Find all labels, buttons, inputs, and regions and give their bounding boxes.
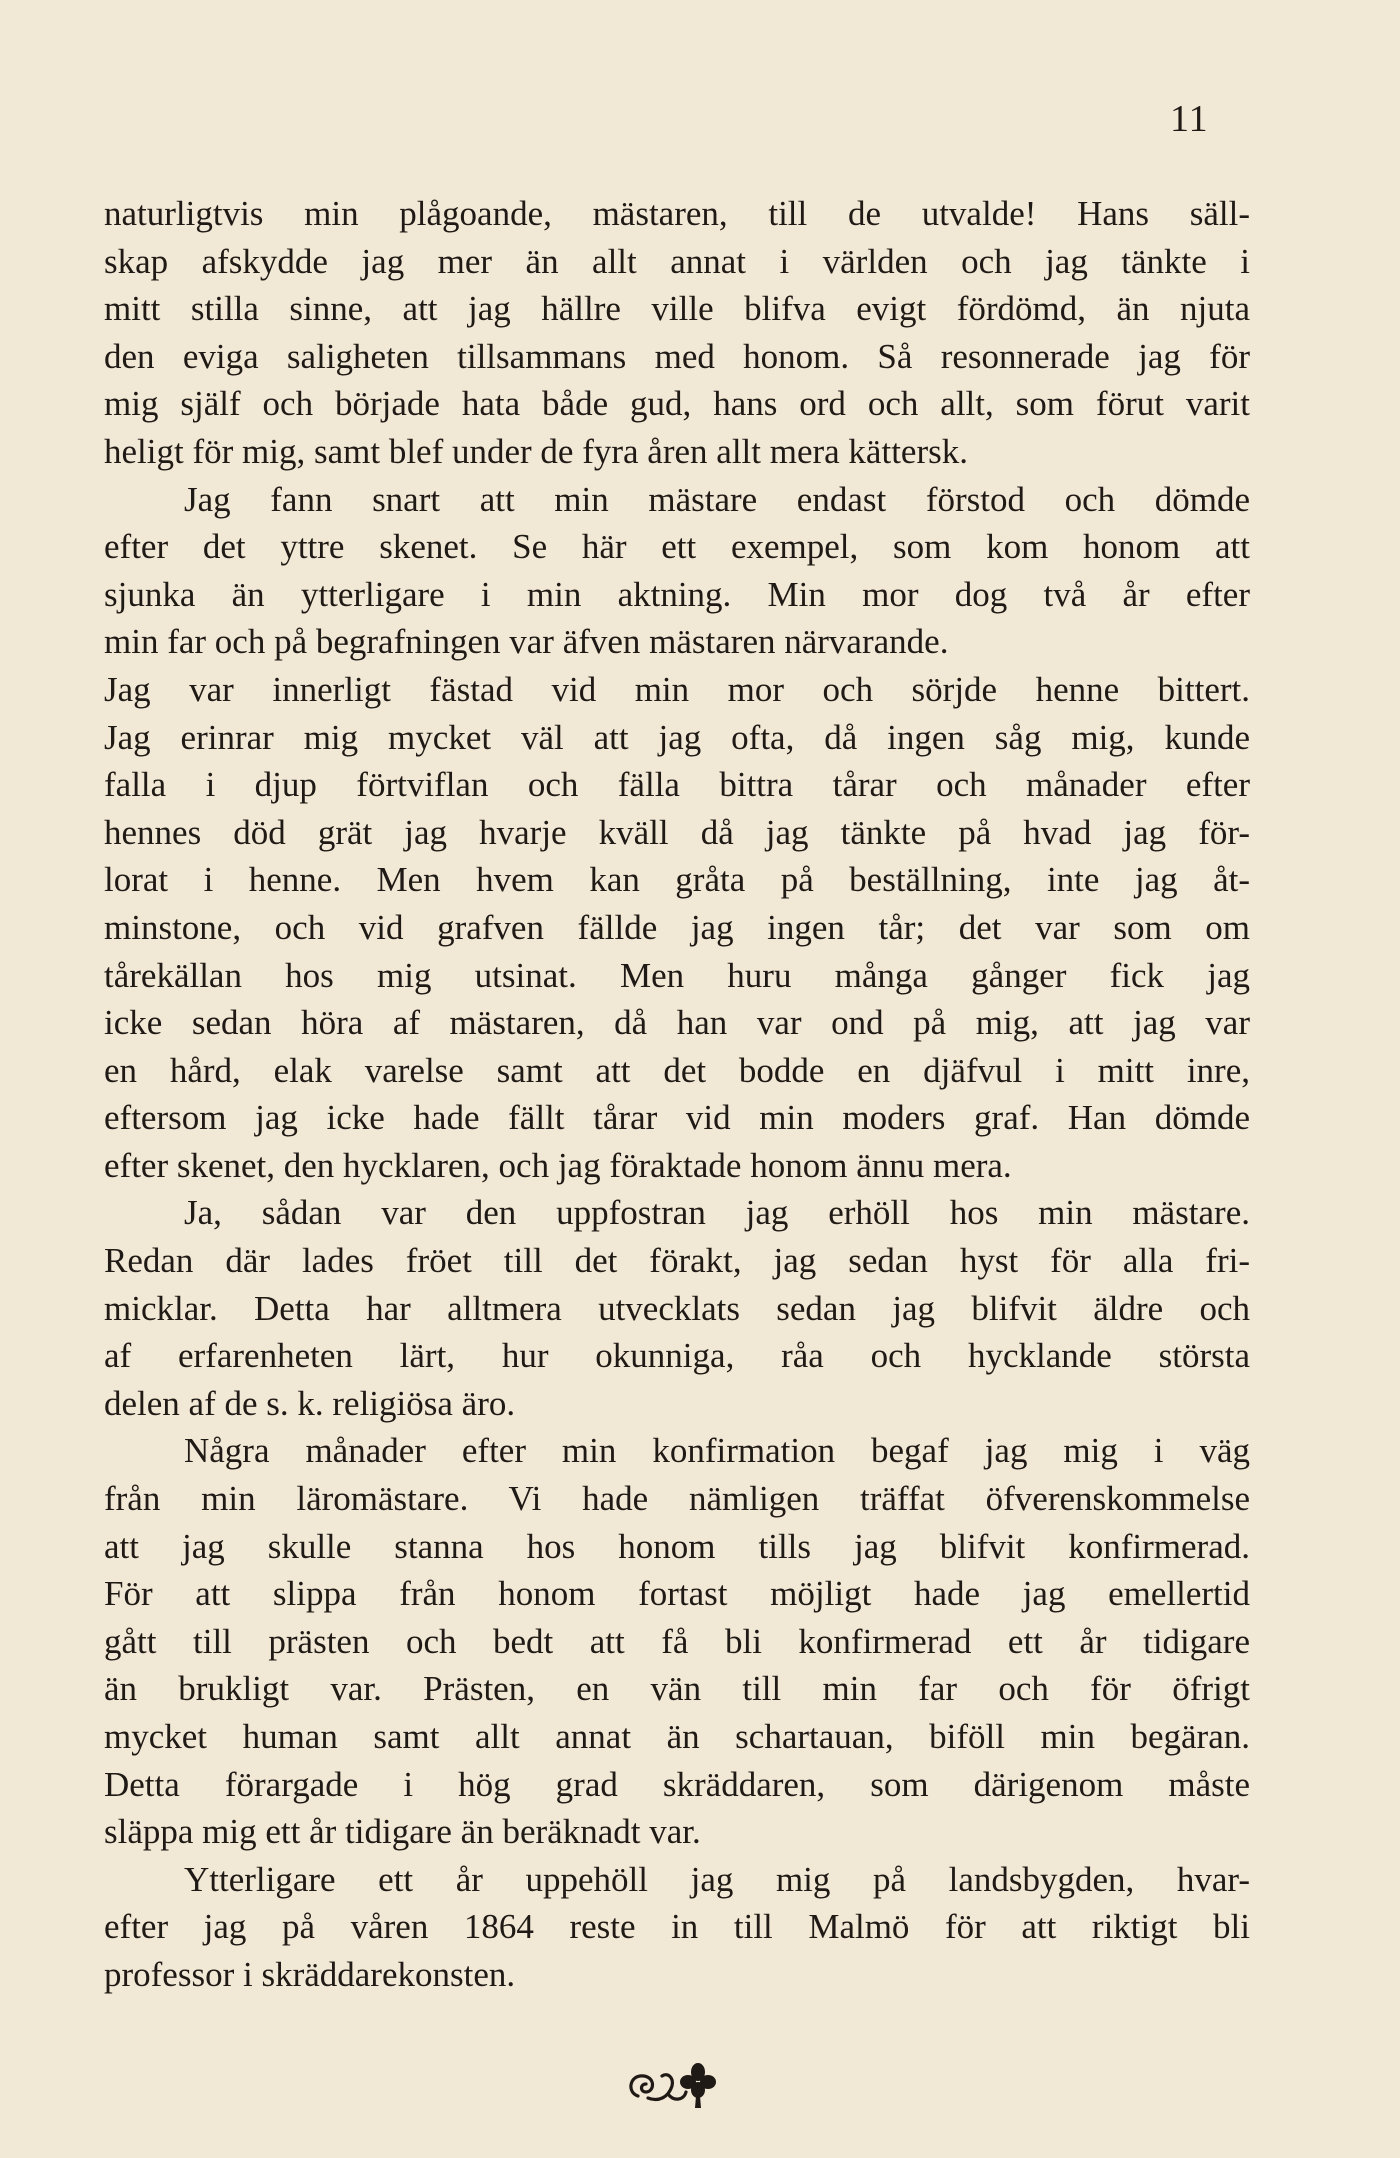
- text-line: Jag erinrar mig mycket väl att jag ofta, då ingen såg mig, kunde: [104, 717, 1250, 757]
- text-line: sjunka än ytterligare i min aktning. Min mor dog två år efter: [104, 574, 1250, 614]
- text-line: en hård, elak varelse samt att det bodde en djäfvul i mitt inre,: [104, 1050, 1250, 1090]
- text-line: efter skenet, den hycklaren, och jag föraktade honom ännu mera.: [104, 1145, 1012, 1185]
- text-line: den eviga saligheten tillsammans med honom. Så resonnerade jag för: [104, 336, 1250, 376]
- text-line: heligt för mig, samt blef under de fyra åren allt mera kättersk.: [104, 431, 968, 471]
- text-line: från min läromästare. Vi hade nämligen träffat öfverenskommelse: [104, 1479, 1250, 1519]
- text-line: professor i skräddarekonsten.: [104, 1954, 516, 1994]
- text-line: tårekällan hos mig utsinat. Men huru många gånger fick jag: [104, 955, 1250, 995]
- text-line: mycket human samt allt annat än schartauan, biföll min begäran.: [104, 1717, 1250, 1756]
- text-line: delen af de s. k. religiösa äro.: [104, 1383, 516, 1423]
- text-line: att jag skulle stanna hos honom tills jag blifvit konfirmerad.: [104, 1526, 1250, 1566]
- text-line: Ja, sådan var den uppfostran jag erhöll hos min mästare.: [184, 1193, 1250, 1233]
- text-line: micklar. Detta har alltmera utvecklats sedan jag blifvit äldre och: [104, 1288, 1250, 1328]
- text-line: Detta förargade i hög grad skräddaren, som därigenom måste: [104, 1764, 1250, 1804]
- text-line: För att slippa från honom fortast möjligt hade jag emellertid: [104, 1574, 1250, 1614]
- text-line: minstone, och vid grafven fällde jag ingen tår; det var som om: [104, 907, 1250, 947]
- text-line: eftersom jag icke hade fällt tårar vid min moders graf. Han dömde: [104, 1098, 1250, 1138]
- page-number: 11: [1170, 98, 1209, 140]
- text-line: falla i djup förtviflan och fälla bittra tårar och månader efter: [104, 765, 1250, 805]
- fleuron-icon: [624, 2058, 724, 2110]
- text-line: än brukligt var. Prästen, en vän till min far och för öfrigt: [104, 1669, 1250, 1709]
- text-line: icke sedan höra af mästaren, då han var ond på mig, att jag var: [104, 1003, 1250, 1043]
- text-line: naturligtvis min plågoande, mästaren, till de utvalde! Hans säll-: [104, 194, 1250, 233]
- body-text: [104, 190, 1250, 1999]
- text-line: gått till prästen och bedt att få bli konfirmerad ett år tidigare: [104, 1621, 1250, 1661]
- text-line: efter jag på våren 1864 reste in till Malmö för att riktigt bli: [104, 1907, 1250, 1947]
- text-line: af erfarenheten lärt, hur okunniga, råa och hycklande största: [104, 1336, 1250, 1376]
- text-line: Ytterligare ett år uppehöll jag mig på landsbygden, hvar-: [184, 1859, 1250, 1899]
- text-line: lorat i henne. Men hvem kan gråta på beställning, inte jag åt-: [104, 860, 1250, 900]
- text-line: mig själf och började hata både gud, hans ord och allt, som förut varit: [104, 384, 1250, 424]
- text-line: släppa mig ett år tidigare än beräknadt var.: [104, 1812, 701, 1852]
- text-line: Jag var innerligt fästad vid min mor och sörjde henne bittert.: [104, 669, 1250, 709]
- text-line: Redan där lades fröet till det förakt, jag sedan hyst för alla fri-: [104, 1241, 1250, 1281]
- text-line: efter det yttre skenet. Se här ett exempel, som kom honom att: [104, 527, 1250, 567]
- text-line: mitt stilla sinne, att jag hällre ville blifva evigt fördömd, än njuta: [104, 289, 1250, 329]
- text-line: Jag fann snart att min mästare endast förstod och dömde: [184, 479, 1250, 519]
- text-line: min far och på begrafningen var äfven mästaren närvarande.: [104, 622, 949, 662]
- text-line: Några månader efter min konfirmation begaf jag mig i väg: [184, 1431, 1250, 1471]
- text-line: skap afskydde jag mer än allt annat i världen och jag tänkte i: [104, 241, 1250, 281]
- text-line: hennes död grät jag hvarje kväll då jag tänkte på hvad jag för-: [104, 812, 1250, 852]
